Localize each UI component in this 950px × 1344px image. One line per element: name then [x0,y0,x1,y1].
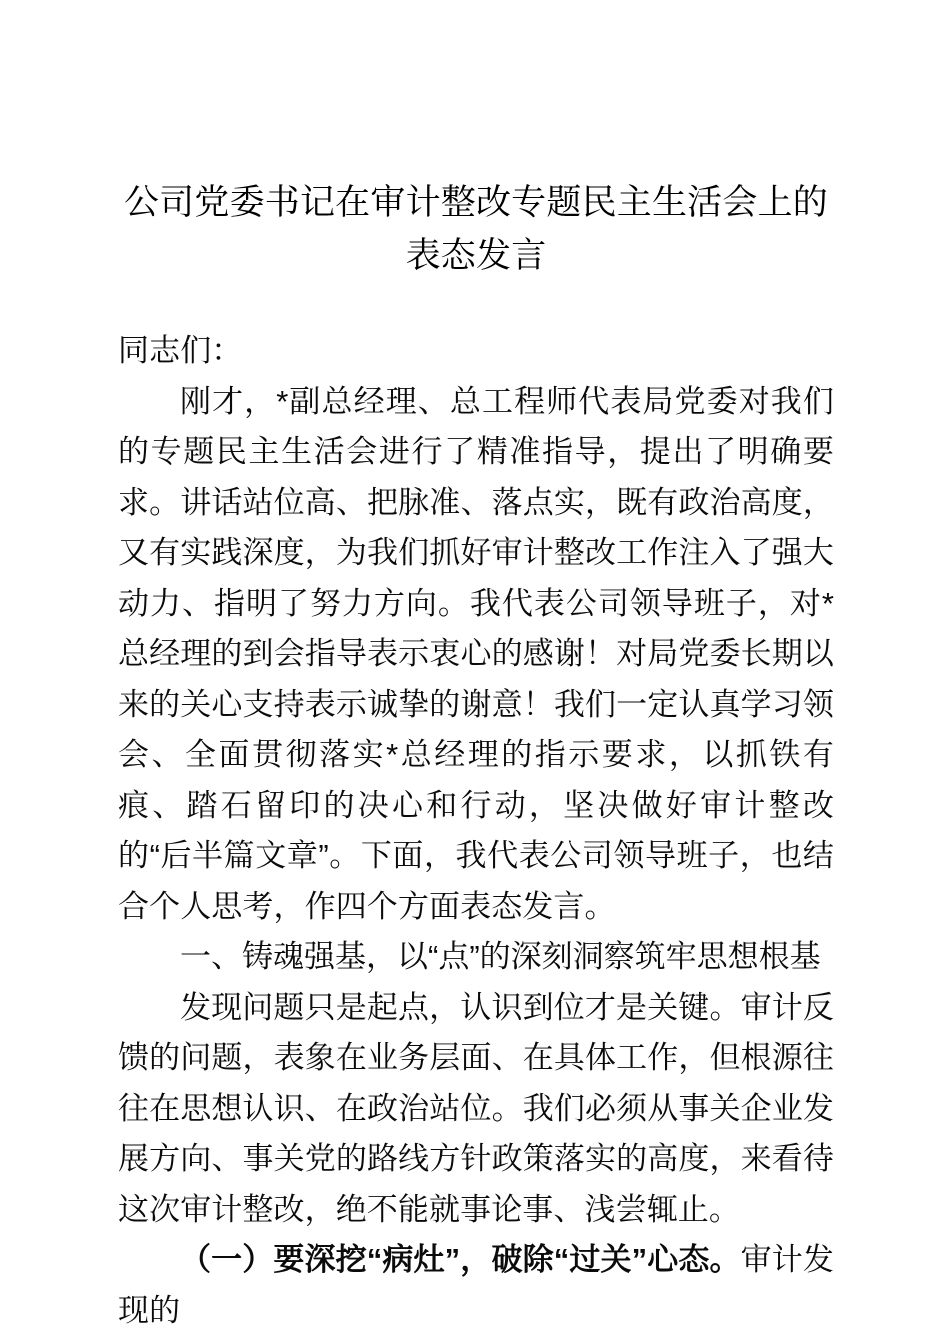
document-body [118,0,834,1336]
subsection-one-label: （一）要深挖“病灶”，破除“过关”心态。 [180,1242,741,1277]
paragraph-opening: 刚才，*副总经理、总工程师代表局党委对我们的专题民主生活会进行了精准指导，提出了明确要求。讲话站位高、把脉准、落点实，既有政治高度，又有实践深度，为我们抓好审计整改工作注入了强大动力、指明了努力方向。我代表公司领导班子，对*总经理的到会指导表示衷心的感谢！对局党委长期以来的关心支持表示诚挚的谢意！我们一定认真学习领会、全面贯彻落实*总经理的指示要求，以抓铁有痕、踏石留印的决心和行动，坚决做好审计整改的“后半篇文章”。下面，我代表公司领导班子，也结合个人思考，作四个方面表态发言。 [118,383,834,924]
section-heading-one: 一、铸魂强基，以“点”的深刻洞察筑牢思想根基 [180,939,821,974]
salutation: 同志们： [118,333,243,368]
page-title: 公司党委书记在审计整改专题民主生活会上的表态发言 [123,183,828,275]
subsection-one-text: 审计发现的 [118,1242,834,1328]
title-spacer [118,282,834,326]
paragraph-section-one-body: 发现问题只是起点，认识到位才是关键。审计反馈的问题，表象在业务层面、在具体工作，但根源往往在思想认识、在政治站位。我们必须从事关企业发展方向、事关党的路线方针政策落实的高度，来看待这次审计整改，绝不能就事论事、浅尝辄止。 [118,989,834,1227]
subsection-one-paragraph [118,1235,834,1336]
